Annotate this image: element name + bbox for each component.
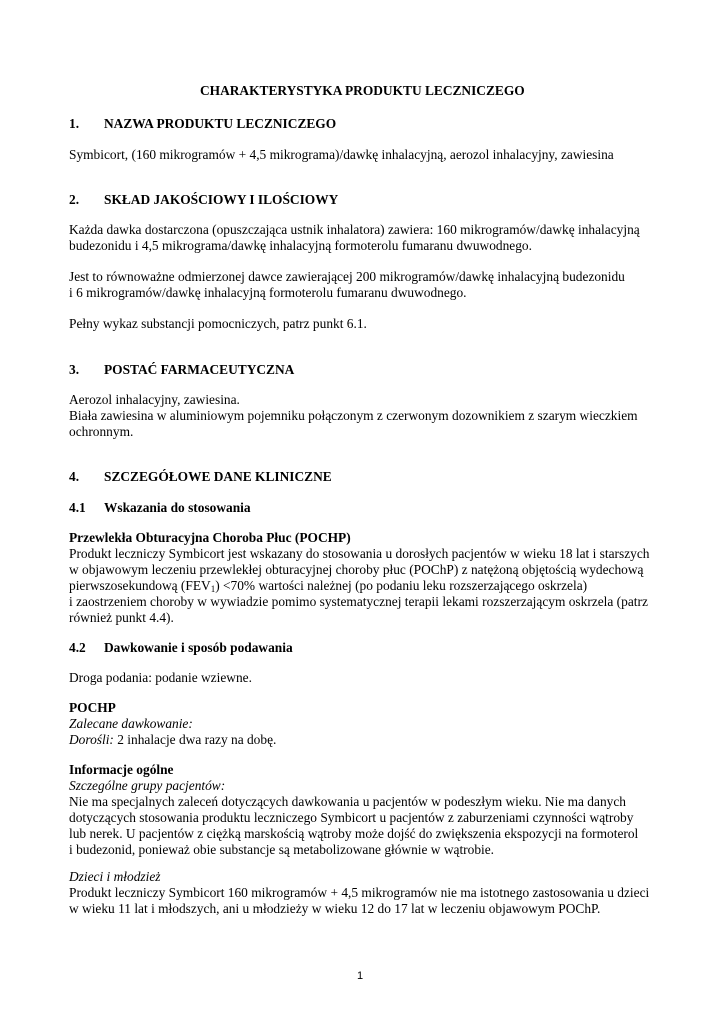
indication-line-1: Produkt leczniczy Symbicort jest wskazany do stosowania u dorosłych pacjentów w wieku 18 lat i starszych (69, 546, 650, 561)
route-of-administration: Droga podania: podanie wziewne. (69, 670, 252, 685)
indication-line-5: również punkt 4.4). (69, 610, 174, 625)
indication-line-3-start: pierwszosekundową (FEV (69, 578, 211, 593)
composition-line-2: budezonidu i 4,5 mikrograma/dawkę inhalacyjną formoterolu fumaranu dwuwodnego. (69, 238, 532, 253)
section-2-heading (69, 192, 338, 207)
section-number: 4. (69, 469, 80, 484)
children-line-2: w wieku 11 lat i młodszych, ani u młodzieży w wieku 12 do 17 lat w leczeniu objawowym POChP. (69, 901, 601, 916)
fev-subscript: 1 (210, 584, 216, 594)
product-name-text: Symbicort, (160 mikrogramów + 4,5 mikrograma)/dawkę inhalacyjną, aerozol inhalacyjny, zawiesina (69, 147, 614, 162)
equivalence-line-2: i 6 mikrogramów/dawkę inhalacyjną formoterolu fumaranu dwuwodnego. (69, 285, 467, 300)
indication-line-2: w objawowym leczeniu przewlekłej obturacyjnej choroby płuc (POChP) z natężoną objętością wydechową (69, 562, 644, 577)
excipients-note: Pełny wykaz substancji pomocniczych, patrz punkt 6.1. (69, 316, 367, 331)
indication-subheading: Przewlekła Obturacyjna Choroba Płuc (POCHP) (69, 530, 351, 545)
section-number: 3. (69, 362, 80, 377)
adults-label: Dorośli: (69, 732, 114, 747)
indication-line-4: i zaostrzeniem choroby w wywiadzie pomimo systematycznej terapii lekami rozszerzającym oskrzela (patrz (69, 594, 648, 609)
dosing-label: Zalecane dawkowanie: (69, 716, 193, 731)
form-line-3: ochronnym. (69, 424, 134, 439)
section-title: NAZWA PRODUKTU LECZNICZEGO (104, 116, 337, 131)
adults-text: 2 inhalacje dwa razy na dobę. (113, 732, 277, 747)
section-4-heading (69, 469, 332, 484)
page-number: 1 (357, 970, 364, 982)
indication-line-3-end: ) <70% wartości należnej (po podaniu leku rozszerzającego oskrzela) (215, 578, 588, 593)
special-groups-label: Szczególne grupy pacjentów: (69, 778, 226, 793)
children-heading: Dzieci i młodzież (69, 869, 161, 884)
document-title: CHARAKTERYSTYKA PRODUKTU LECZNICZEGO (200, 83, 525, 98)
general-line-1: Nie ma specjalnych zaleceń dotyczących dawkowania u pacjentów w podeszłym wieku. Nie ma danych (69, 794, 626, 809)
adults-dosing (69, 732, 276, 747)
indication-line-3 (69, 578, 587, 593)
section-title: SZCZEGÓŁOWE DANE KLINICZNE (104, 469, 332, 484)
general-line-4: i budezonid, ponieważ obie substancje są metabolizowane głównie w wątrobie. (69, 842, 495, 857)
section-1-heading (69, 116, 336, 131)
composition-line-1: Każda dawka dostarczona (opuszczająca ustnik inhalatora) zawiera: 160 mikrogramów/dawkę inhalacyjną (69, 222, 640, 237)
general-line-2: dotyczących stosowania produktu leczniczego Symbicort u pacjentów z zaburzeniami czynności wątroby (69, 810, 634, 825)
section-title: Dawkowanie i sposób podawania (104, 640, 293, 655)
general-info-heading: Informacje ogólne (69, 762, 174, 777)
general-line-3: lub nerek. U pacjentów z ciężką marskością wątroby może dojść do zwiększenia ekspozycji na formoterol (69, 826, 639, 841)
section-4-1-heading (69, 500, 251, 515)
section-title: Wskazania do stosowania (104, 500, 251, 515)
section-title: POSTAĆ FARMACEUTYCZNA (104, 362, 295, 377)
form-line-1: Aerozol inhalacyjny, zawiesina. (69, 392, 240, 407)
children-line-1: Produkt leczniczy Symbicort 160 mikrogramów + 4,5 mikrogramów nie ma istotnego zastosowania u dzieci (69, 885, 650, 900)
section-number: 4.1 (69, 500, 86, 515)
section-title: SKŁAD JAKOŚCIOWY I ILOŚCIOWY (104, 192, 339, 207)
form-line-2: Biała zawiesina w aluminiowym pojemniku połączonym z czerwonym dozownikiem z szarym wieczkiem (69, 408, 638, 423)
pochp-heading: POCHP (69, 700, 116, 715)
section-number: 2. (69, 192, 80, 207)
section-3-heading (69, 362, 294, 377)
section-number: 1. (69, 116, 80, 131)
equivalence-line-1: Jest to równoważne odmierzonej dawce zawierającej 200 mikrogramów/dawkę inhalacyjną budezonidu (69, 269, 625, 284)
section-number: 4.2 (69, 640, 86, 655)
section-4-2-heading (69, 640, 293, 655)
